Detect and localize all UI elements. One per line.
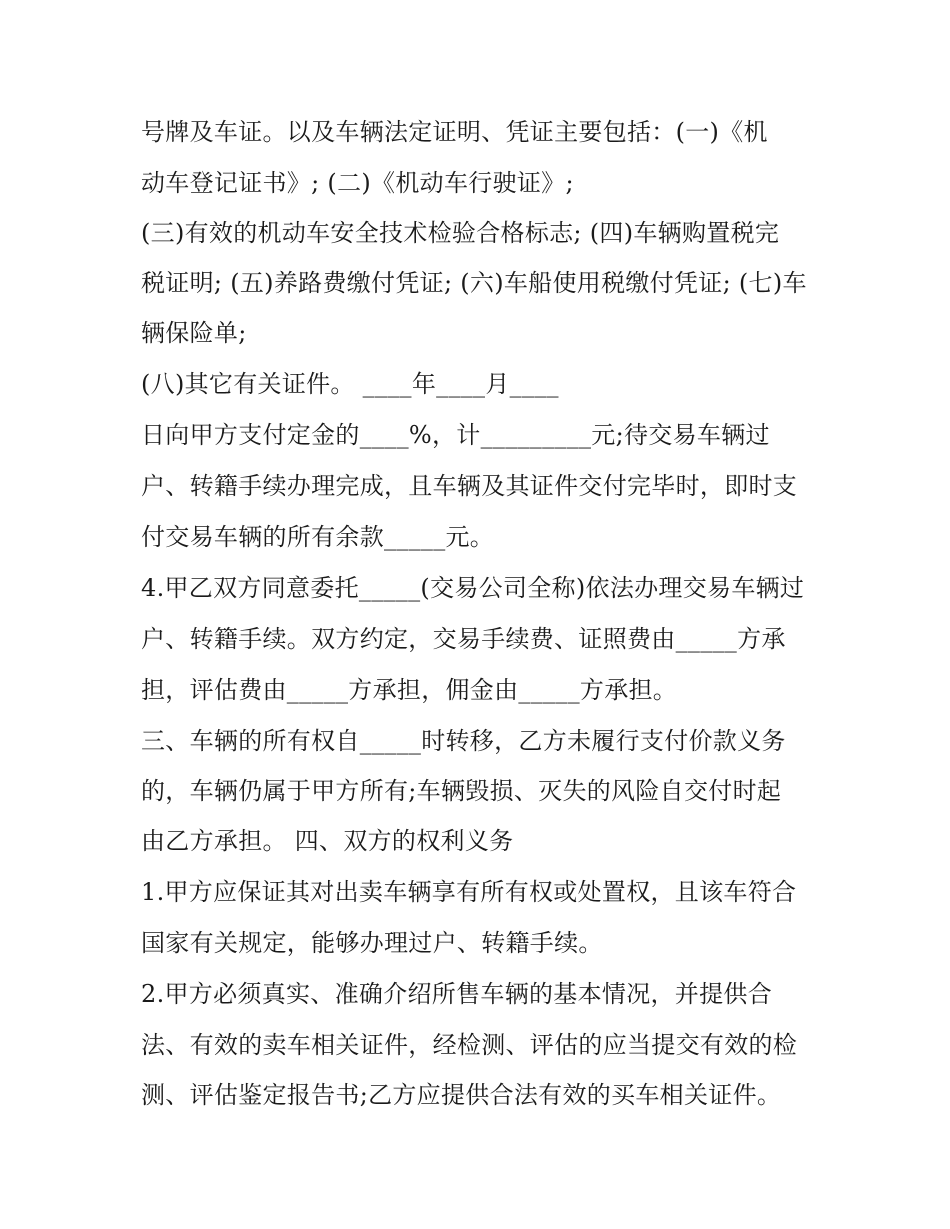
text-line: 担，评估费由_____方承担，佣金由_____方承担。 [141,676,678,704]
text-line: 户、转籍手续办理完成，且车辆及其证件交付完毕时，即时支 [141,472,798,500]
text-line: 三、车辆的所有权自_____时转移，乙方未履行支付价款义务 [141,727,786,755]
text-line: 辆保险单; [141,319,247,347]
text-line: 日向甲方支付定金的____%，计_________元;待交易车辆过 [141,421,770,449]
text-line: 测、评估鉴定报告书;乙方应提供合法有效的买车相关证件。 [141,1081,782,1109]
text-line: 法、有效的卖车相关证件，经检测、评估的应当提交有效的检 [141,1031,798,1059]
text-line: 付交易车辆的所有余款_____元。 [141,523,495,551]
text-line: 4.甲乙双方同意委托_____(交易公司全称)依法办理交易车辆过 [141,574,805,602]
text-line: (八)其它有关证件。 ____年____月____ [141,370,559,398]
text-line: 1.甲方应保证其对出卖车辆享有所有权或处置权，且该车符合 [141,878,797,906]
text-line: 由乙方承担。 四、双方的权利义务 [141,827,514,855]
text-line: 国家有关规定，能够办理过户、转籍手续。 [141,929,603,957]
text-line: 户、转籍手续。双方约定，交易手续费、证照费由_____方承 [141,625,786,653]
text-line: 税证明; (五)养路费缴付凭证; (六)车船使用税缴付凭证; (七)车 [141,269,807,297]
text-line: 号牌及车证。以及车辆法定证明、凭证主要包括：(一)《机 [141,118,768,146]
text-line: (三)有效的机动车安全技术检验合格标志; (四)车辆购置税完 [141,219,780,247]
text-line: 2.甲方必须真实、准确介绍所售车辆的基本情况，并提供合 [141,980,772,1008]
text-line: 动车登记证书》; (二)《机动车行驶证》; [141,169,574,197]
text-line: 的，车辆仍属于甲方所有;车辆毁损、灭失的风险自交付时起 [141,777,782,805]
